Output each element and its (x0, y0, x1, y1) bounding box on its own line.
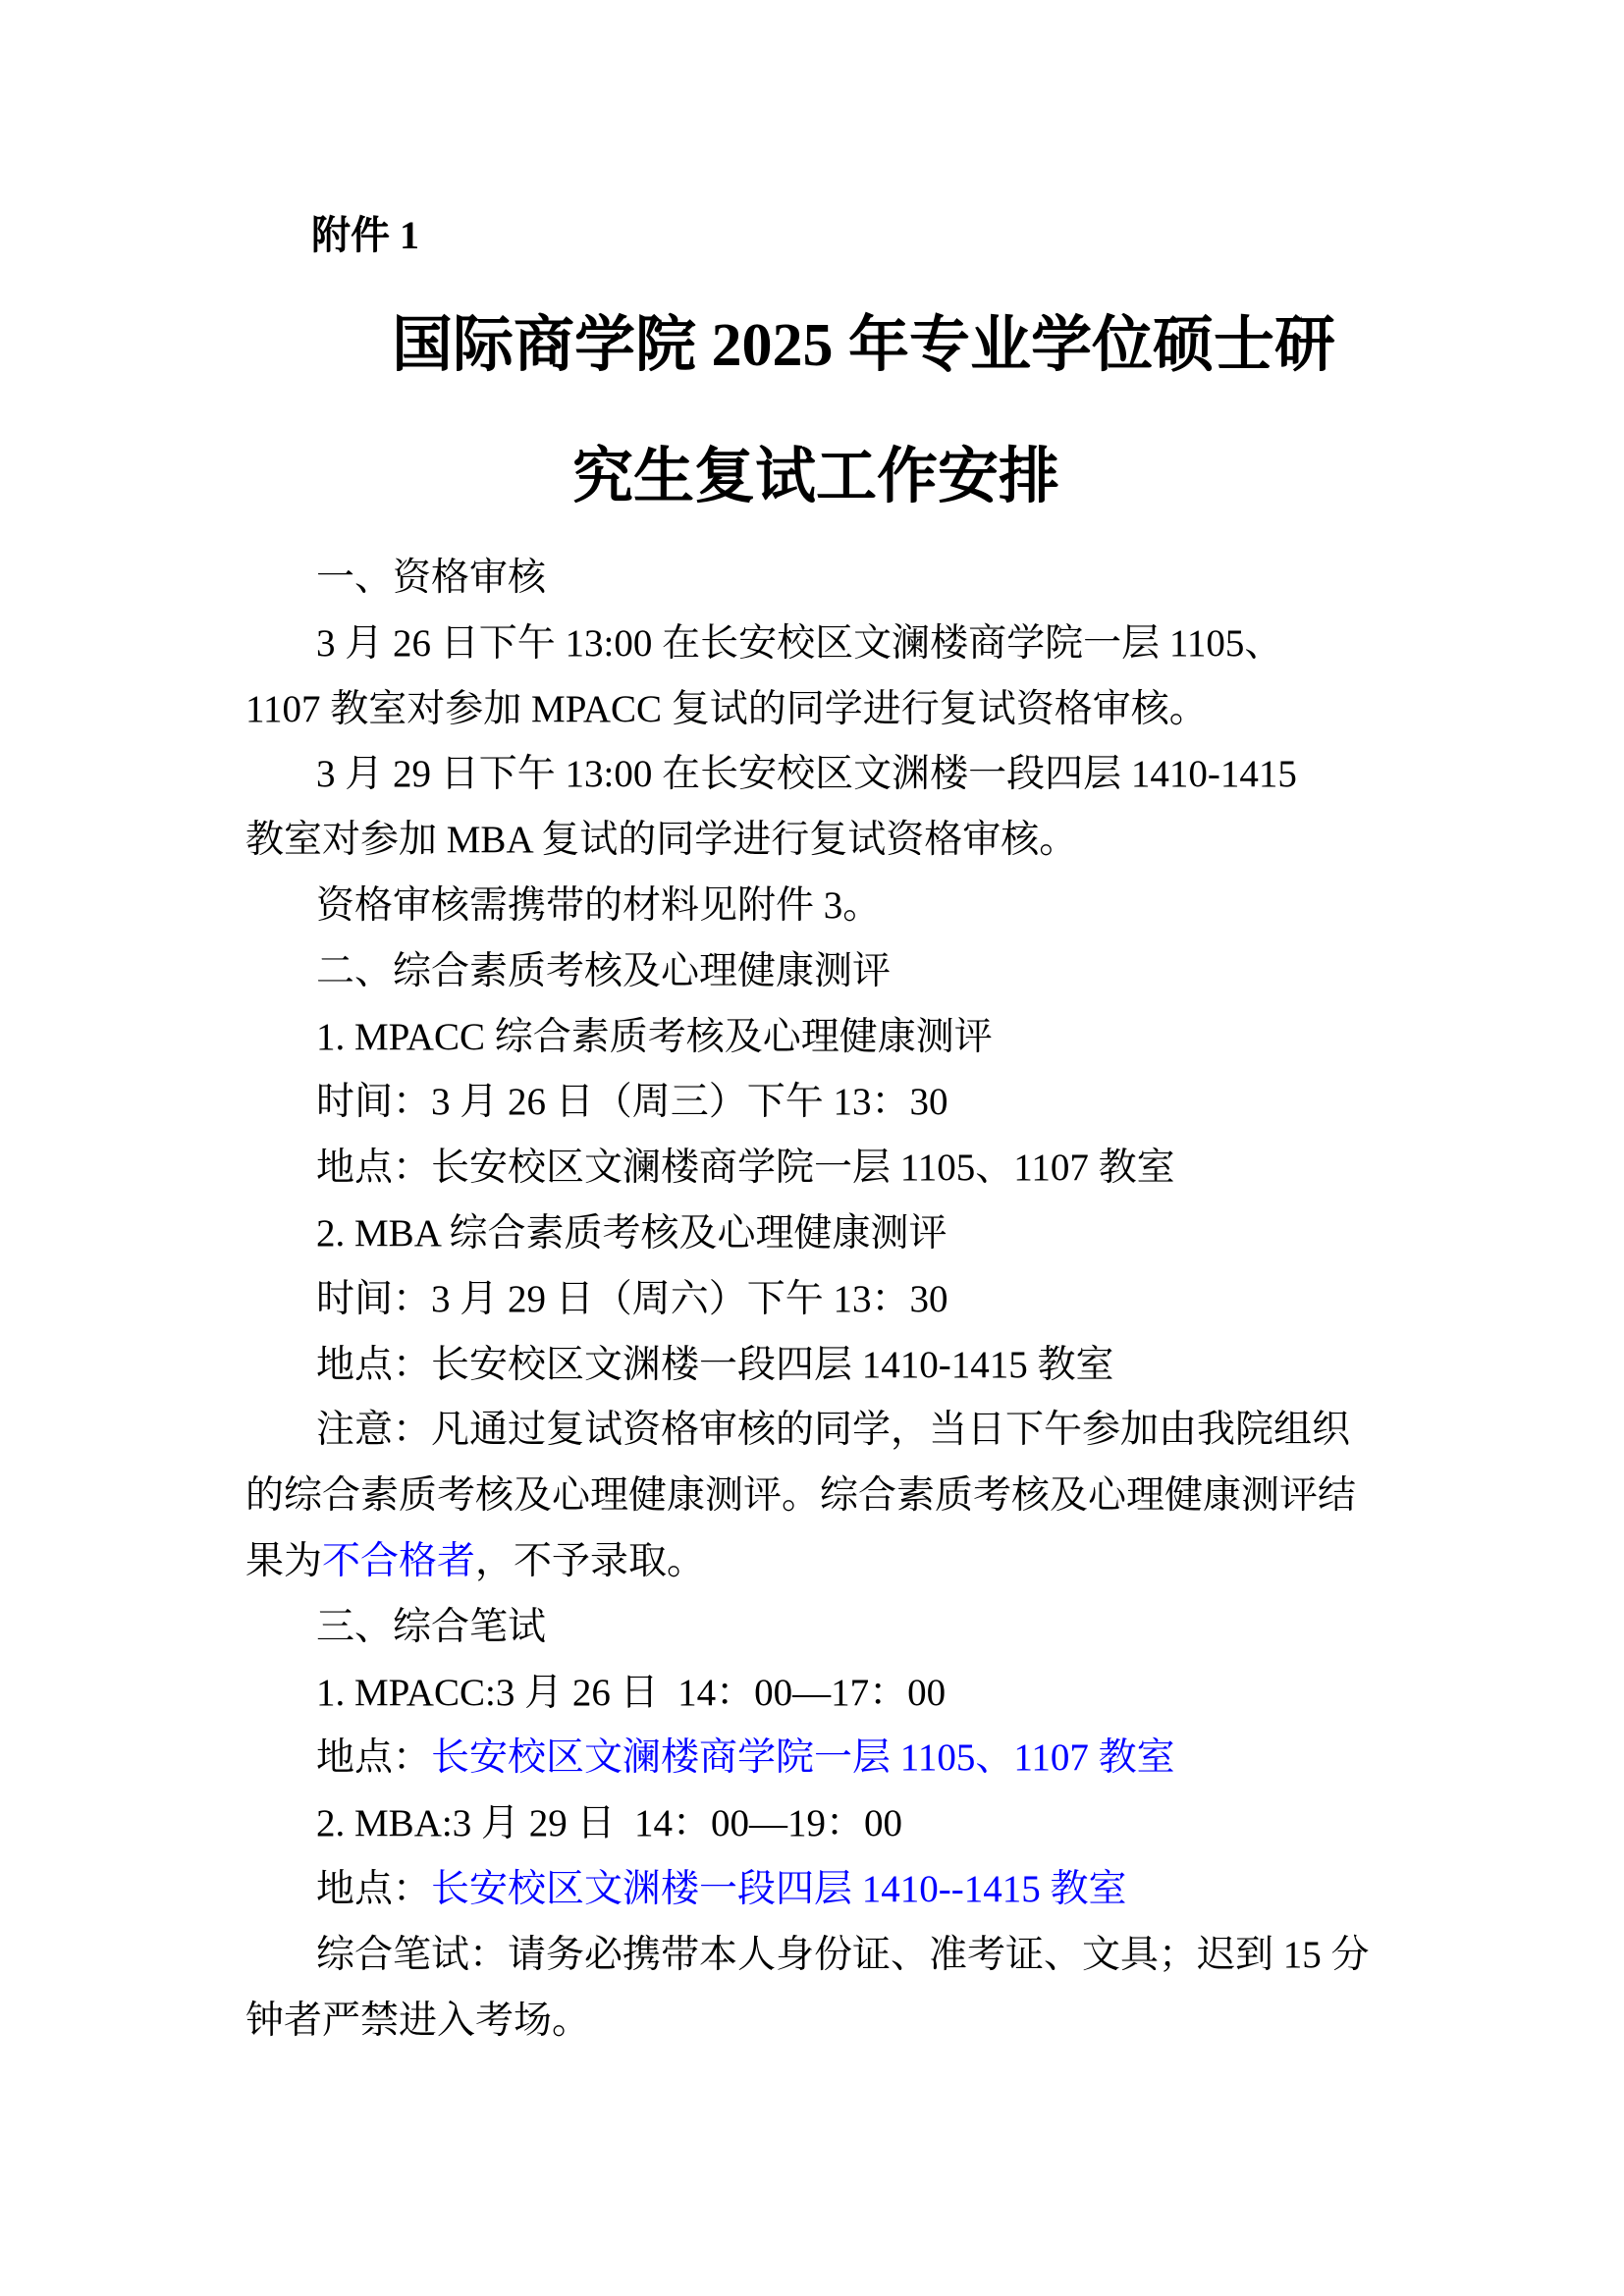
item-mpacc-exam-location (245, 1726, 1365, 1791)
para-exam-notice-line-2 (245, 1989, 1365, 2055)
text-segment: 的综合素质考核及心理健康测评。综合素质考核及心理健康测评结 (245, 1474, 1357, 1518)
text-segment: 钟者严禁进入考场。 (245, 1999, 591, 2042)
text-segment: 一、资格审核 (316, 557, 547, 599)
item-mba-assessment-time (245, 1267, 1365, 1333)
section-3-heading (245, 1595, 1365, 1661)
section-2-heading (245, 939, 1365, 1005)
text-segment: 时间：3 月 26 日（周三）下午 13：30 (316, 1081, 948, 1124)
text-segment: 时间：3 月 29 日（周六）下午 13：30 (316, 1277, 948, 1320)
document-body (245, 546, 1370, 2054)
text-segment: 3 月 29 日下午 13:00 在长安校区文渊楼一段四层 1410-1415 (316, 753, 1297, 796)
item-mba-exam-time (245, 1791, 1365, 1857)
item-mpacc-assessment-time (245, 1070, 1365, 1136)
location-link-wenyuan[interactable]: 长安校区文渊楼一段四层 1410--1415 教室 (431, 1867, 1127, 1910)
text-segment: 2. MBA 综合素质考核及心理健康测评 (316, 1211, 947, 1255)
highlight-unqualified: 不合格者 (322, 1539, 476, 1582)
text-segment: 资格审核需携带的材料见附件 3。 (316, 883, 882, 927)
attachment-label: 附件 1 (311, 213, 419, 257)
text-segment: ，不予录取。 (475, 1539, 706, 1582)
section-1-heading (245, 546, 1365, 612)
para-mba-review-line-1 (245, 742, 1365, 808)
text-segment: 综合笔试：请务必携带本人身份证、准考证、文具；迟到 15 分 (316, 1933, 1370, 1976)
text-segment: 1. MPACC:3 月 26 日 14：00—17：00 (316, 1671, 947, 1714)
text-segment: 教室对参加 MBA 复试的同学进行复试资格审核。 (245, 819, 1078, 862)
item-mba-assessment-title (245, 1201, 1365, 1267)
text-segment: 二、综合素质考核及心理健康测评 (316, 949, 892, 992)
text-segment: 地点： (316, 1736, 432, 1780)
doc-title-line-1: 国际商学院 2025 年专业学位硕士研 (392, 312, 1336, 379)
item-mpacc-assessment-title (245, 1005, 1365, 1071)
item-mpacc-exam-time (245, 1661, 1365, 1727)
item-mba-exam-location (245, 1857, 1365, 1923)
text-segment: 3 月 26 日下午 13:00 在长安校区文澜楼商学院一层 1105、 (316, 621, 1283, 665)
doc-title-line-2: 究生复试工作安排 (572, 444, 1060, 510)
text-segment: 地点： (316, 1867, 432, 1910)
para-exam-notice-line-1 (245, 1923, 1370, 1989)
text-segment: 果为 (245, 1539, 323, 1582)
text-segment: 三、综合笔试 (316, 1605, 547, 1648)
item-mba-assessment-location (245, 1333, 1365, 1399)
text-segment: 地点：长安校区文澜楼商学院一层 1105、1107 教室 (316, 1147, 1175, 1190)
text-segment: 地点：长安校区文渊楼一段四层 1410-1415 教室 (316, 1343, 1114, 1386)
item-mpacc-assessment-location (245, 1136, 1365, 1201)
para-notice-line-2 (245, 1464, 1365, 1529)
para-mpacc-review-line-1 (245, 612, 1365, 677)
text-segment: 2. MBA:3 月 29 日 14：00—19：00 (316, 1802, 902, 1845)
para-notice-line-1 (245, 1398, 1365, 1464)
text-segment: 注意：凡通过复试资格审核的同学，当日下午参加由我院组织 (316, 1409, 1351, 1452)
para-notice-line-3 (245, 1529, 1365, 1595)
text-segment: 1. MPACC 综合素质考核及心理健康测评 (316, 1015, 993, 1058)
location-link-wenlan[interactable]: 长安校区文澜楼商学院一层 1105、1107 教室 (431, 1736, 1175, 1780)
para-materials-note (245, 874, 1365, 939)
para-mpacc-review-line-2 (245, 677, 1365, 743)
para-mba-review-line-2 (245, 808, 1365, 874)
text-segment: 1107 教室对参加 MPACC 复试的同学进行复试资格审核。 (245, 687, 1208, 730)
